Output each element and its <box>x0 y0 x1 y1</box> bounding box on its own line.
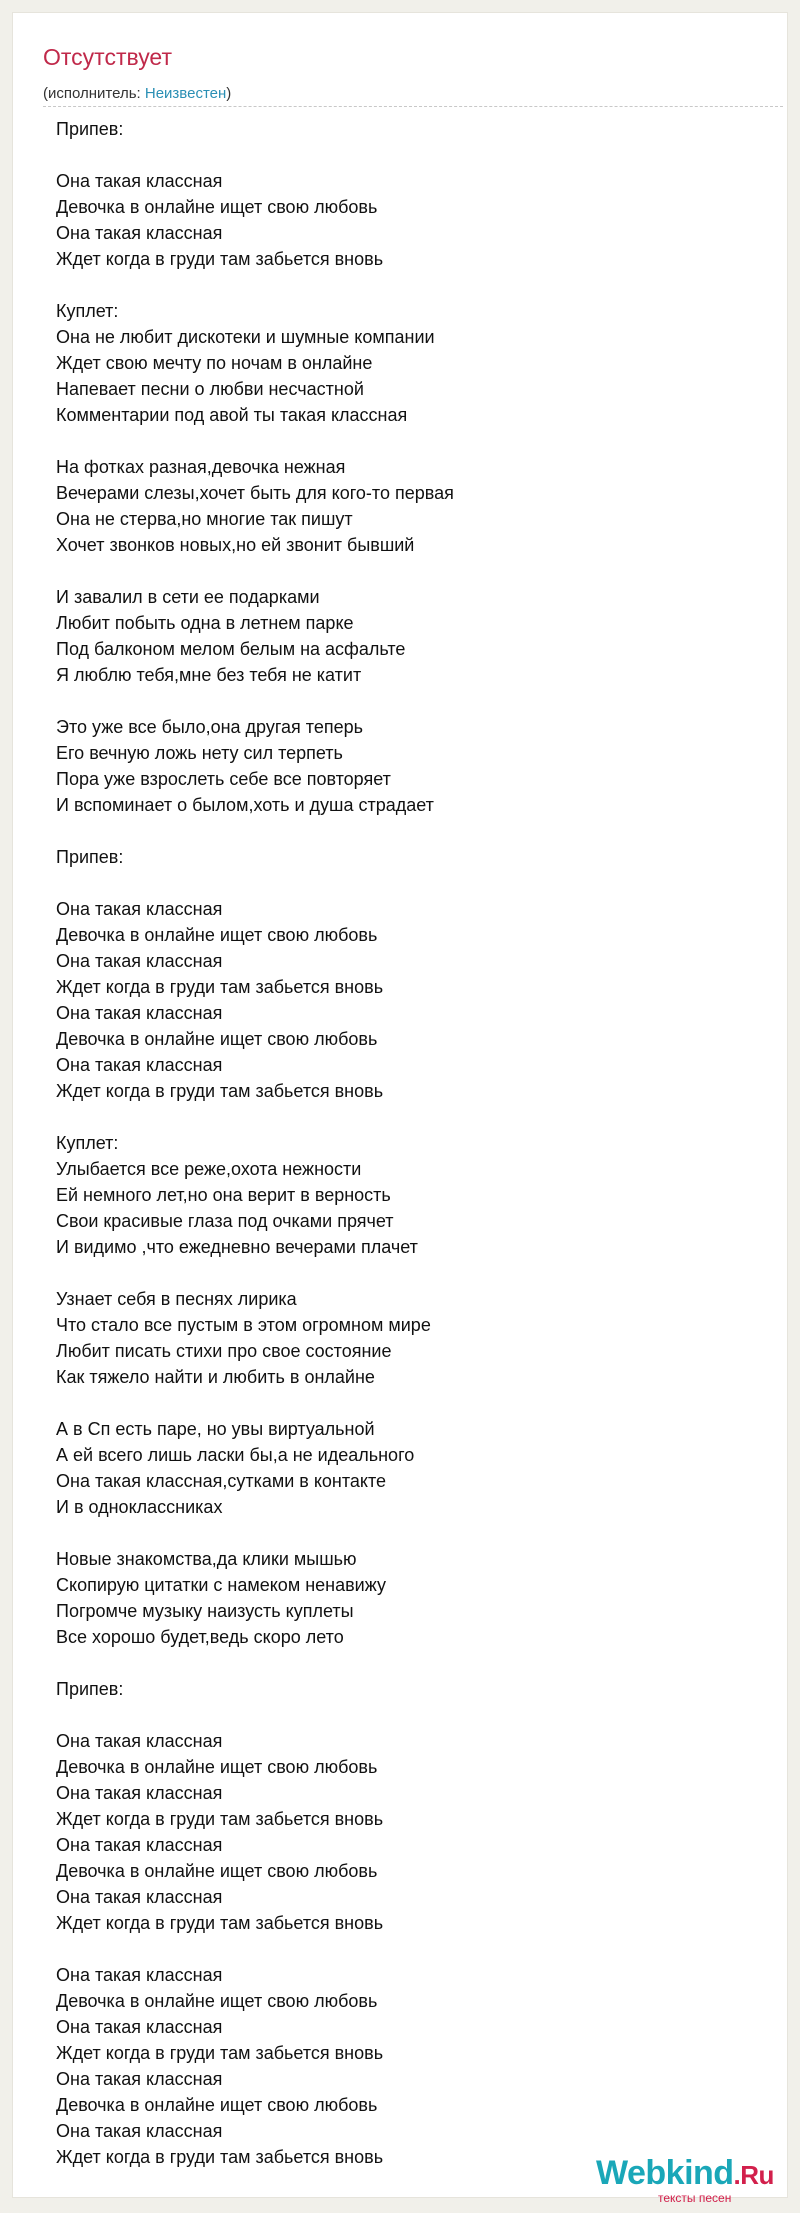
lyrics-line: Она такая классная <box>56 223 223 243</box>
lyrics-line: Девочка в онлайне ищет свою любовь <box>56 925 378 945</box>
lyrics-line: И в одноклассниках <box>56 1497 223 1517</box>
lyrics-line: Она такая классная <box>56 1055 223 1075</box>
lyrics-line: И завалил в сети ее подарками <box>56 587 320 607</box>
lyrics-stanza <box>56 116 776 142</box>
lyrics-line: Она не любит дискотеки и шумные компании <box>56 327 435 347</box>
lyrics-line: Девочка в онлайне ищет свою любовь <box>56 1757 378 1777</box>
site-logo[interactable] <box>596 2153 796 2213</box>
song-title: Отсутствует <box>43 44 172 70</box>
lyrics-line: Новые знакомства,да клики мышью <box>56 1549 357 1569</box>
lyrics-line: Хочет звонков новых,но ей звонит бывший <box>56 535 415 555</box>
lyrics-line: Пора уже взрослеть себе все повторяет <box>56 769 391 789</box>
lyrics-line: Любит побыть одна в летнем парке <box>56 613 354 633</box>
lyrics-line: Ждет когда в груди там забьется вновь <box>56 2147 384 2167</box>
lyrics-line: Девочка в онлайне ищет свою любовь <box>56 1861 378 1881</box>
lyrics-stanza <box>56 298 776 428</box>
lyrics-line: Девочка в онлайне ищет свою любовь <box>56 2095 378 2115</box>
lyrics-line: Ждет когда в груди там забьется вновь <box>56 249 384 269</box>
lyrics-line: Как тяжело найти и любить в онлайне <box>56 1367 375 1387</box>
lyrics-line: Что стало все пустым в этом огромном мире <box>56 1315 431 1335</box>
lyrics-line: И вспоминает о былом,хоть и душа страдает <box>56 795 434 815</box>
lyrics-stanza <box>56 714 776 818</box>
lyrics-line: Куплет: <box>56 301 119 321</box>
artist-suffix: ) <box>226 85 232 102</box>
logo-name: Webkind <box>596 2154 734 2192</box>
lyrics-line: Она такая классная <box>56 951 223 971</box>
header-divider <box>43 106 783 107</box>
lyrics-stanza <box>56 896 776 1104</box>
lyrics-stanza <box>56 1728 776 1936</box>
lyrics-line: Скопирую цитатки с намеком ненавижу <box>56 1575 386 1595</box>
lyrics-stanza <box>56 454 776 558</box>
lyrics-line: Девочка в онлайне ищет свою любовь <box>56 1029 378 1049</box>
lyrics-line: А ей всего лишь ласки бы,а не идеального <box>56 1445 415 1465</box>
artist-prefix: (исполнитель: <box>43 85 145 102</box>
lyrics-line: Ей немного лет,но она верит в верность <box>56 1185 391 1205</box>
lyrics-line: Она не стерва,но многие так пишут <box>56 509 353 529</box>
lyrics-line: Комментарии под авой ты такая классная <box>56 405 408 425</box>
lyrics-line: Любит писать стихи про свое состояние <box>56 1341 392 1361</box>
lyrics-stanza <box>56 1416 776 1520</box>
lyrics-line: Девочка в онлайне ищет свою любовь <box>56 1991 378 2011</box>
lyrics-stanza <box>56 1676 776 1702</box>
lyrics-line: Погромче музыку наизусть куплеты <box>56 1601 354 1621</box>
lyrics-line: Она такая классная <box>56 1835 223 1855</box>
lyrics-line: Свои красивые глаза под очками прячет <box>56 1211 394 1231</box>
logo-tagline: тексты песен <box>658 2191 732 2205</box>
lyrics-line: Это уже все было,она другая теперь <box>56 717 363 737</box>
lyrics-line: Она такая классная <box>56 1887 223 1907</box>
lyrics-stanza <box>56 584 776 688</box>
lyrics-stanza <box>56 844 776 870</box>
lyrics-stanza <box>56 1286 776 1390</box>
lyrics-line: Его вечную ложь нету сил терпеть <box>56 743 343 763</box>
lyrics-stanza <box>56 1546 776 1650</box>
lyrics-line: Припев: <box>56 847 124 867</box>
lyrics-line: Она такая классная <box>56 1731 223 1751</box>
lyrics-line: Ждет когда в груди там забьется вновь <box>56 1081 384 1101</box>
lyrics-line: Девочка в онлайне ищет свою любовь <box>56 197 378 217</box>
lyrics-line: Все хорошо будет,ведь скоро лето <box>56 1627 344 1647</box>
lyrics-stanza <box>56 168 776 272</box>
logo-tld: .Ru <box>733 2160 774 2190</box>
lyrics-line: Ждет когда в груди там забьется вновь <box>56 1809 384 1829</box>
artist-line <box>43 85 231 103</box>
lyrics-line: А в Сп есть паре, но увы виртуальной <box>56 1419 375 1439</box>
lyrics-line: Припев: <box>56 1679 124 1699</box>
lyrics-line: Вечерами слезы,хочет быть для кого-то первая <box>56 483 454 503</box>
lyrics-line: Под балконом мелом белым на асфальте <box>56 639 406 659</box>
lyrics-line: Узнает себя в песнях лирика <box>56 1289 297 1309</box>
lyrics-line: Ждет когда в груди там забьется вновь <box>56 977 384 997</box>
lyrics-line: На фотках разная,девочка нежная <box>56 457 346 477</box>
lyrics-line: Она такая классная <box>56 1003 223 1023</box>
lyrics-line: Ждет когда в груди там забьется вновь <box>56 1913 384 1933</box>
lyrics-line: Она такая классная <box>56 1783 223 1803</box>
lyrics-line: Напевает песни о любви несчастной <box>56 379 364 399</box>
lyrics-line: Куплет: <box>56 1133 119 1153</box>
lyrics-line: Она такая классная <box>56 2069 223 2089</box>
lyrics-line: Ждет когда в груди там забьется вновь <box>56 2043 384 2063</box>
lyrics-line: Улыбается все реже,охота нежности <box>56 1159 362 1179</box>
lyrics-line: Она такая классная,сутками в контакте <box>56 1471 387 1491</box>
lyrics-line: Я люблю тебя,мне без тебя не катит <box>56 665 362 685</box>
lyrics-line: Она такая классная <box>56 2017 223 2037</box>
lyrics-line: Припев: <box>56 119 124 139</box>
lyrics-line: Она такая классная <box>56 899 223 919</box>
lyrics-stanza <box>56 1130 776 1260</box>
lyrics-line: Ждет свою мечту по ночам в онлайне <box>56 353 373 373</box>
lyrics-line: Она такая классная <box>56 1965 223 1985</box>
lyrics-line: Она такая классная <box>56 2121 223 2141</box>
logo-wordmark <box>596 2153 774 2195</box>
lyrics-body <box>56 116 776 2196</box>
artist-link[interactable]: Неизвестен <box>144 85 227 102</box>
lyrics-stanza <box>56 1962 776 2170</box>
lyrics-card <box>12 12 788 2205</box>
lyrics-line: И видимо ,что ежедневно вечерами плачет <box>56 1237 418 1257</box>
lyrics-line: Она такая классная <box>56 171 223 191</box>
